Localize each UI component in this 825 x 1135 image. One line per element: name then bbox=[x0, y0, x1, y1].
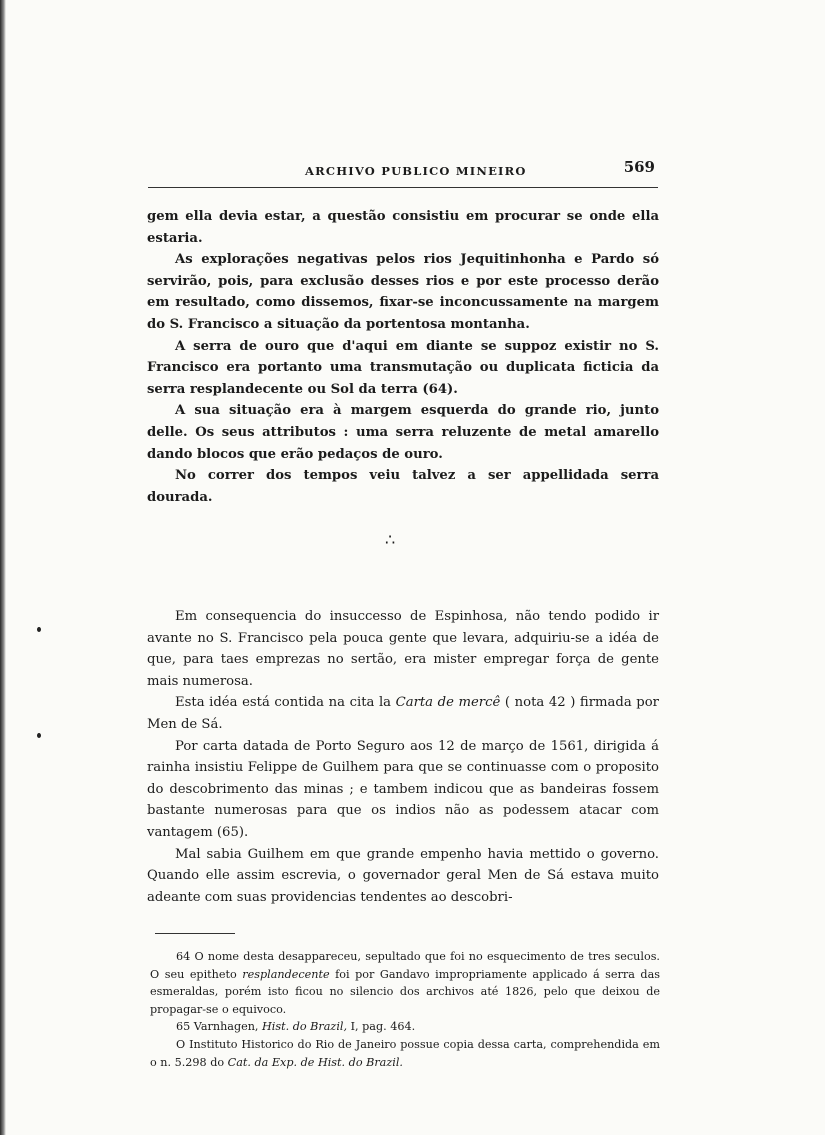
header-rule bbox=[148, 187, 658, 188]
running-head bbox=[145, 160, 657, 182]
footnote-65 bbox=[150, 1018, 660, 1036]
margin-mark bbox=[37, 627, 41, 632]
margin-mark bbox=[37, 733, 41, 738]
footnote-text: foi por Gandavo impropriamente applicado á serra das esmeraldas, porém isto ficou no silencio dos archivos até 1826, pelo que deixou de propagar-se o equivoco. bbox=[150, 967, 660, 1016]
footnote-text: O Instituto Historico do Rio de Janeiro possue copia dessa carta, comprehendida em o n. 5.298 do bbox=[150, 1037, 660, 1069]
footnote-text: 64 O nome desta desappareceu, sepultado que foi no esquecimento de tres seculos. O seu epitheto bbox=[150, 950, 660, 981]
footnotes bbox=[150, 948, 660, 1071]
paragraph-text: Esta idéa está contida na cita la bbox=[175, 695, 396, 711]
footnote-rule bbox=[155, 933, 235, 934]
paragraph: No correr dos tempos veiu talvez a ser appellidada serra dourada. bbox=[147, 468, 659, 505]
paragraph-text: ( nota 42 ) firmada por Men de Sá. bbox=[147, 695, 659, 732]
paragraph: A serra de ouro que d'aqui em diante se suppoz existir no S. Francisco era portanto uma transmutação ou duplicata ficticia da serra resplandecente ou Sol da terra (64). bbox=[147, 338, 659, 397]
paragraph: As explorações negativas pelos rios Jequitinhonha e Pardo só servirão, pois, para exclusão desses rios e por este processo derão em resultado, como dissemos, fixar-se inconcussamente na margem do S. Francisco a situação da portentosa montanha. bbox=[147, 252, 659, 332]
section-two-text bbox=[147, 606, 659, 908]
footnote-text: 65 Varnhagen, bbox=[176, 1020, 263, 1034]
footnote-instituto bbox=[150, 1036, 660, 1071]
footnote-italic: Cat. da Exp. de Hist. do Brazil. bbox=[227, 1055, 403, 1069]
section-one-text bbox=[147, 206, 659, 508]
paragraph-continuation: gem ella devia estar, a questão consistiu em procurar se onde ella estaria. bbox=[147, 209, 659, 246]
paragraph: A sua situação era à margem esquerda do grande rio, junto delle. Os seus attributos : uma serra reluzente de metal amarello dando blocos que erão pedaços de ouro. bbox=[147, 403, 659, 462]
footnote-italic: resplandecente bbox=[242, 967, 330, 981]
running-head-title: ARCHIVO PUBLICO MINEIRO bbox=[305, 164, 527, 178]
paragraph: Mal sabia Guilhem em que grande empenho havia mettido o governo. Quando elle assim escrevia, o governador geral Men de Sá estava muito adeante com suas providencias tendentes ao descobri- bbox=[147, 846, 659, 905]
paragraph: Em consequencia do insuccesso de Espinhosa, não tendo podido ir avante no S. Francisco pela pouca gente que levara, adquiriu-se a idéa de que, para taes emprezas no sertão, era mister empregar força de gente mais numerosa. bbox=[147, 609, 659, 689]
page-number: 569 bbox=[623, 158, 655, 176]
footnote-italic: Hist. do Brazil, bbox=[262, 1020, 348, 1034]
footnote-64 bbox=[150, 948, 660, 1018]
paragraph bbox=[147, 692, 659, 735]
section-separator: ∴ bbox=[385, 530, 397, 549]
footnote-text: I, pag. 464. bbox=[347, 1020, 416, 1034]
italic-title: Carta de mercê bbox=[395, 695, 501, 711]
page-binding-shadow bbox=[0, 0, 6, 1135]
paragraph: Por carta datada de Porto Seguro aos 12 de março de 1561, dirigida á rainha insistiu Felippe de Guilhem para que se continuasse com o proposito do descobrimento das minas ; e tambem indicou que as bandeiras fossem bastante numerosas para que os indios não as podessem atacar com vantagem (65). bbox=[147, 738, 659, 840]
